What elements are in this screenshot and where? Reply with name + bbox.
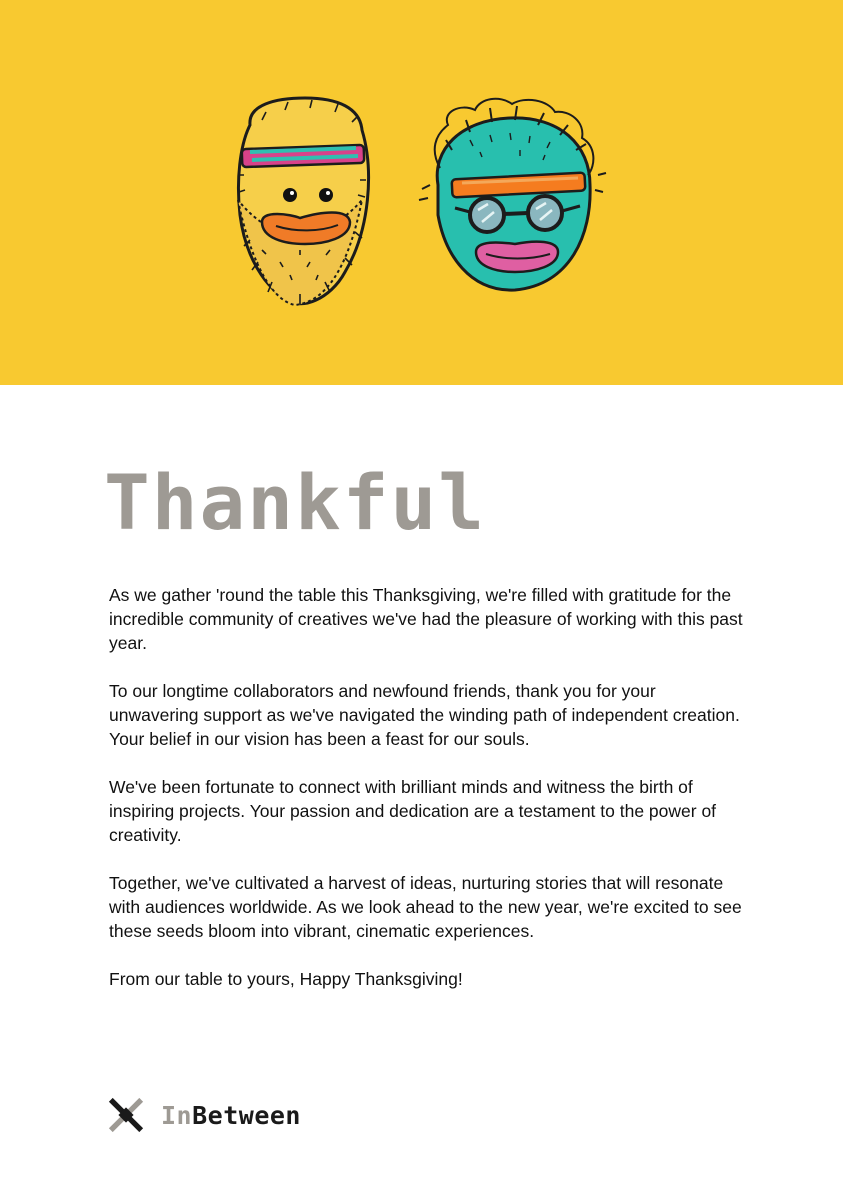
teal-face-illustration (419, 99, 606, 290)
letter-body (109, 583, 749, 1015)
brand-name-part2: Between (192, 1100, 301, 1130)
x-cross-logo-icon (107, 1096, 145, 1134)
paragraph: From our table to yours, Happy Thanksgiving! (109, 969, 463, 989)
brand-name (161, 1101, 301, 1130)
paragraph: Together, we've cultivated a harvest of ideas, nurturing stories that will resonate with audiences worldwide. As we look ahead to the new year, we're excited to see these seeds bloom into vibrant, cinematic experiences. (109, 873, 742, 941)
header-banner (0, 0, 843, 385)
character-illustration (0, 0, 843, 385)
bearded-face-illustration (238, 98, 369, 305)
brand-footer (107, 1095, 301, 1135)
brand-name-part1: In (161, 1100, 193, 1130)
paragraph: To our longtime collaborators and newfound friends, thank you for your unwavering support as we've navigated the winding path of independent creation. Your belief in our vision has been a feast for our souls. (109, 681, 740, 749)
paragraph: We've been fortunate to connect with brilliant minds and witness the birth of inspiring projects. Your passion and dedication are a testament to the power of creativity. (109, 777, 717, 845)
paragraph: As we gather 'round the table this Thanksgiving, we're filled with gratitude for the incredible community of creatives we've had the pleasure of working with this past year. (109, 585, 743, 653)
page-title: Thankful (104, 458, 487, 547)
